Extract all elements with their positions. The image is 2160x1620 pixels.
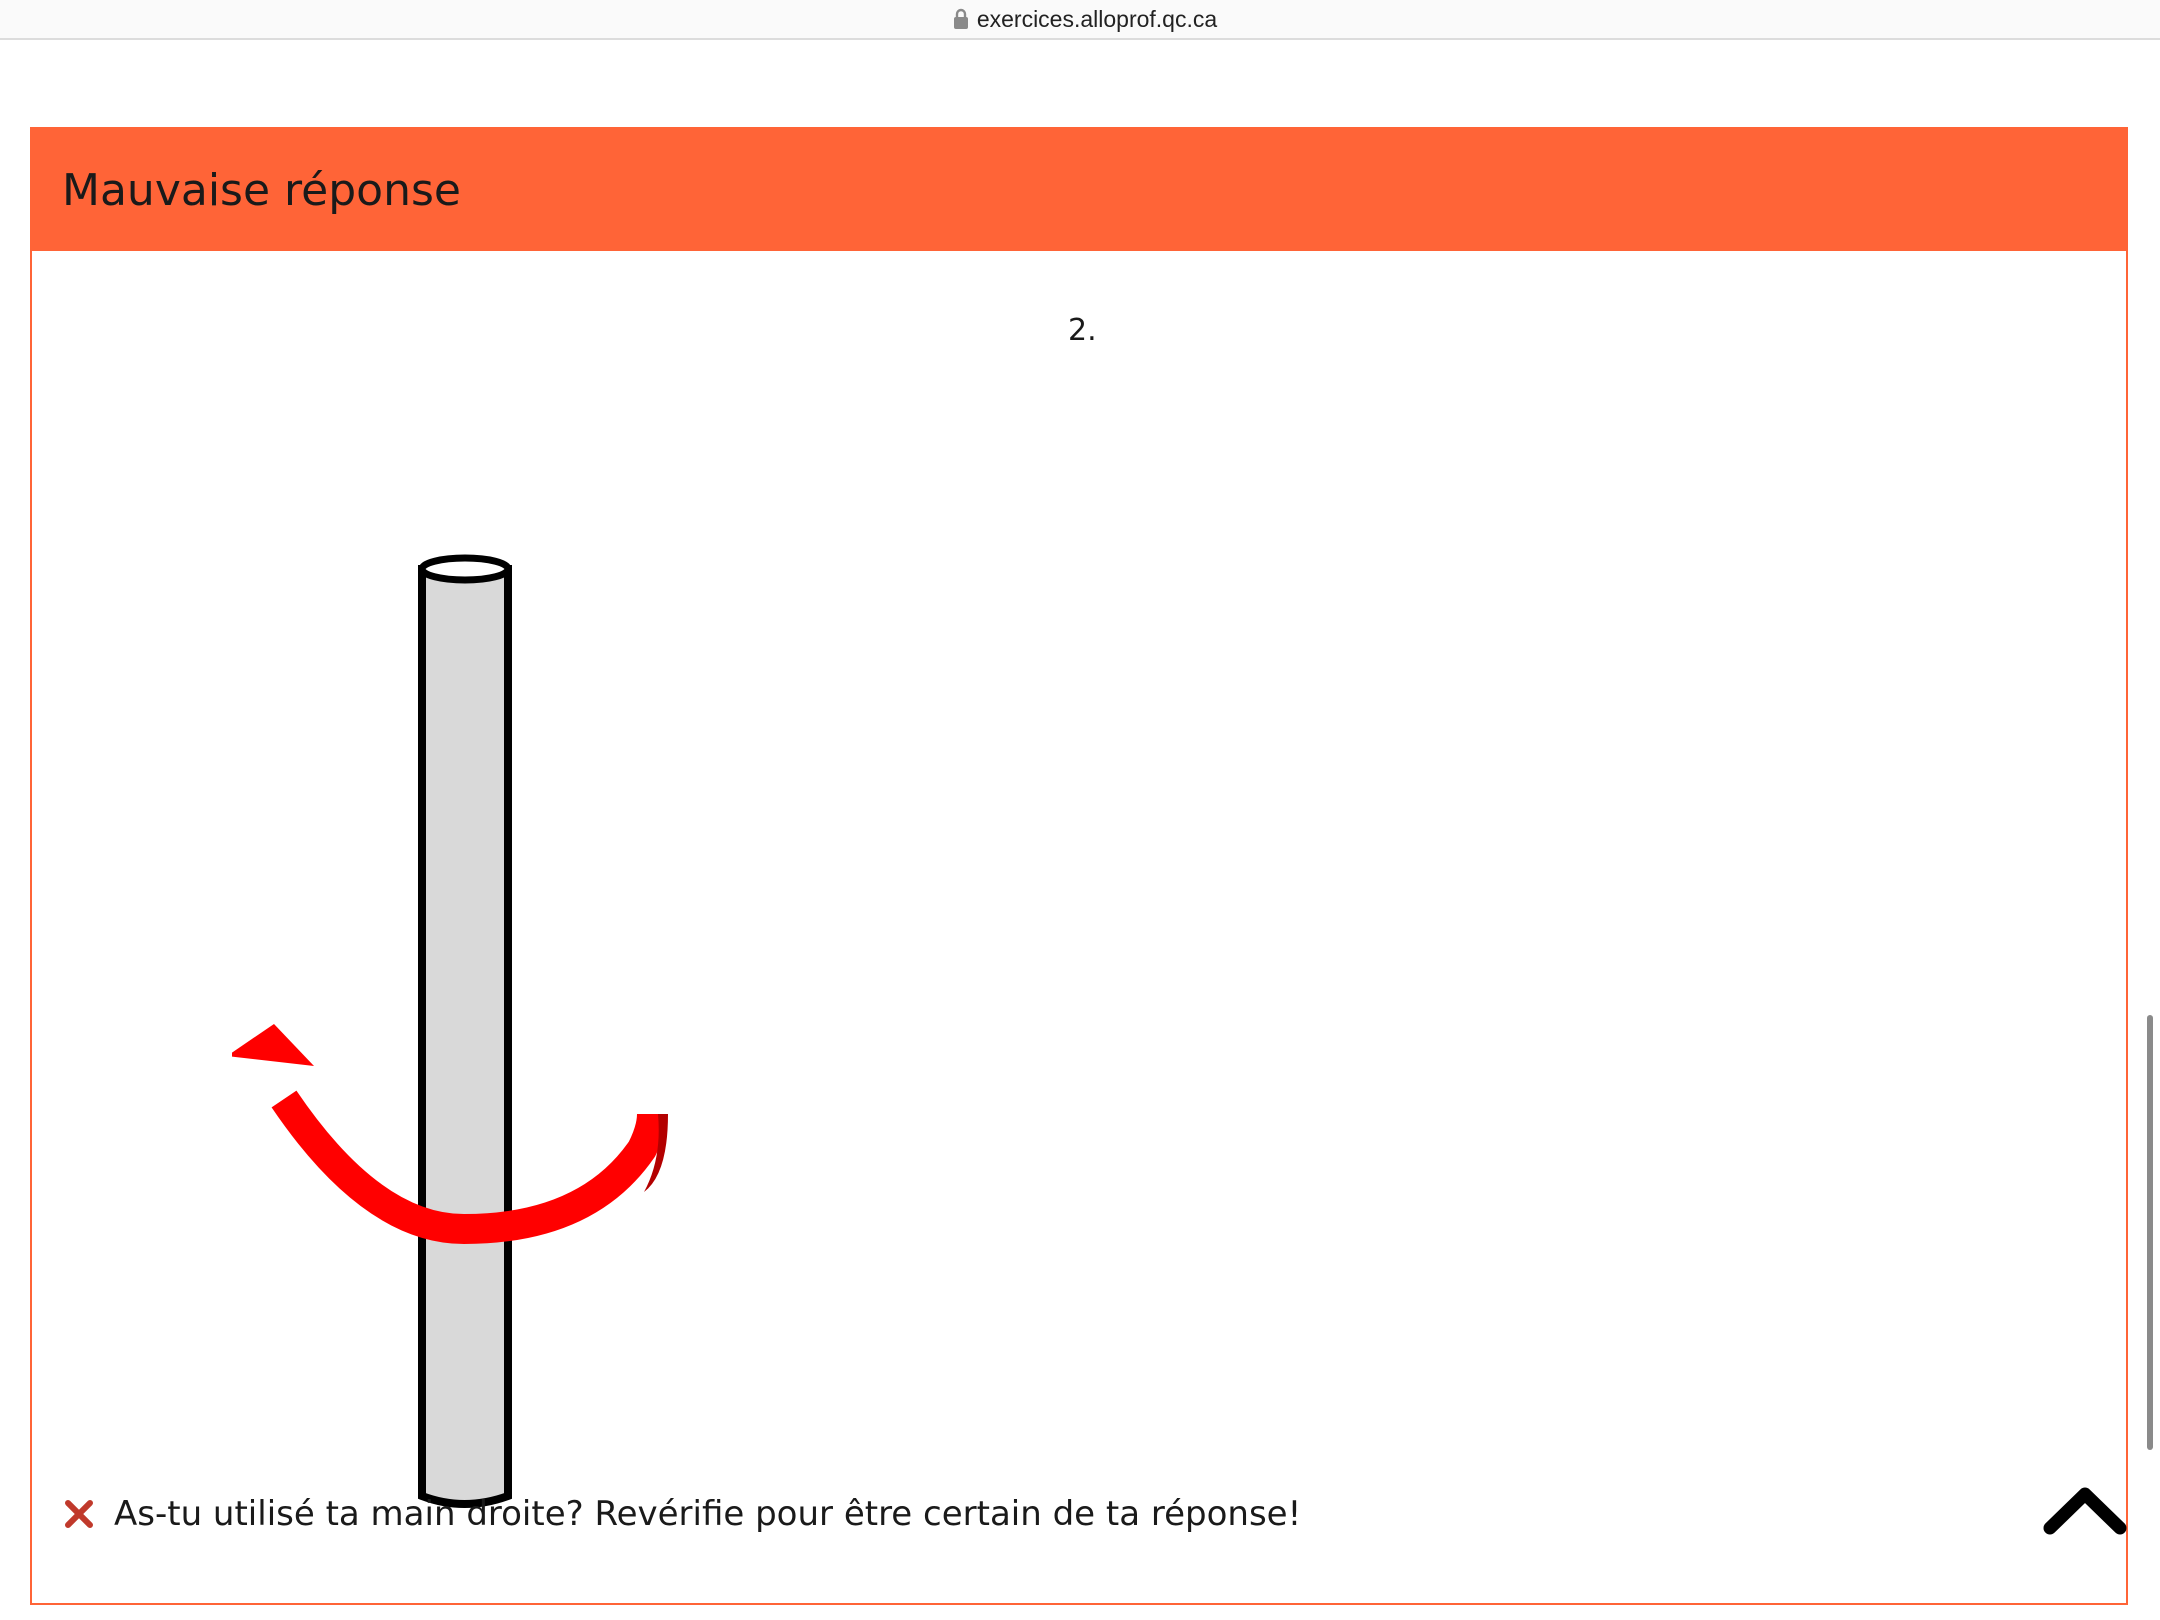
feedback-message — [64, 1494, 1301, 1534]
rod-rotation-illustration — [232, 414, 692, 1514]
url-text: exercices.alloprof.qc.ca — [976, 5, 1218, 32]
url-display[interactable] — [953, 6, 1217, 33]
panel-header — [32, 129, 2126, 251]
browser-url-bar[interactable] — [0, 0, 2160, 40]
lock-icon — [953, 8, 969, 30]
question-number: 2. — [1068, 313, 1097, 348]
panel-title: Mauvaise réponse — [62, 164, 461, 216]
feedback-panel — [30, 127, 2128, 1605]
x-icon — [64, 1499, 94, 1529]
chevron-up-icon — [2040, 1478, 2130, 1538]
scrollbar[interactable] — [2147, 1015, 2153, 1450]
feedback-text: As-tu utilisé ta main droite? Revérifie pour être certain de ta réponse! — [114, 1494, 1302, 1534]
scroll-to-top-button[interactable] — [2040, 1478, 2130, 1538]
rod — [422, 558, 508, 1504]
